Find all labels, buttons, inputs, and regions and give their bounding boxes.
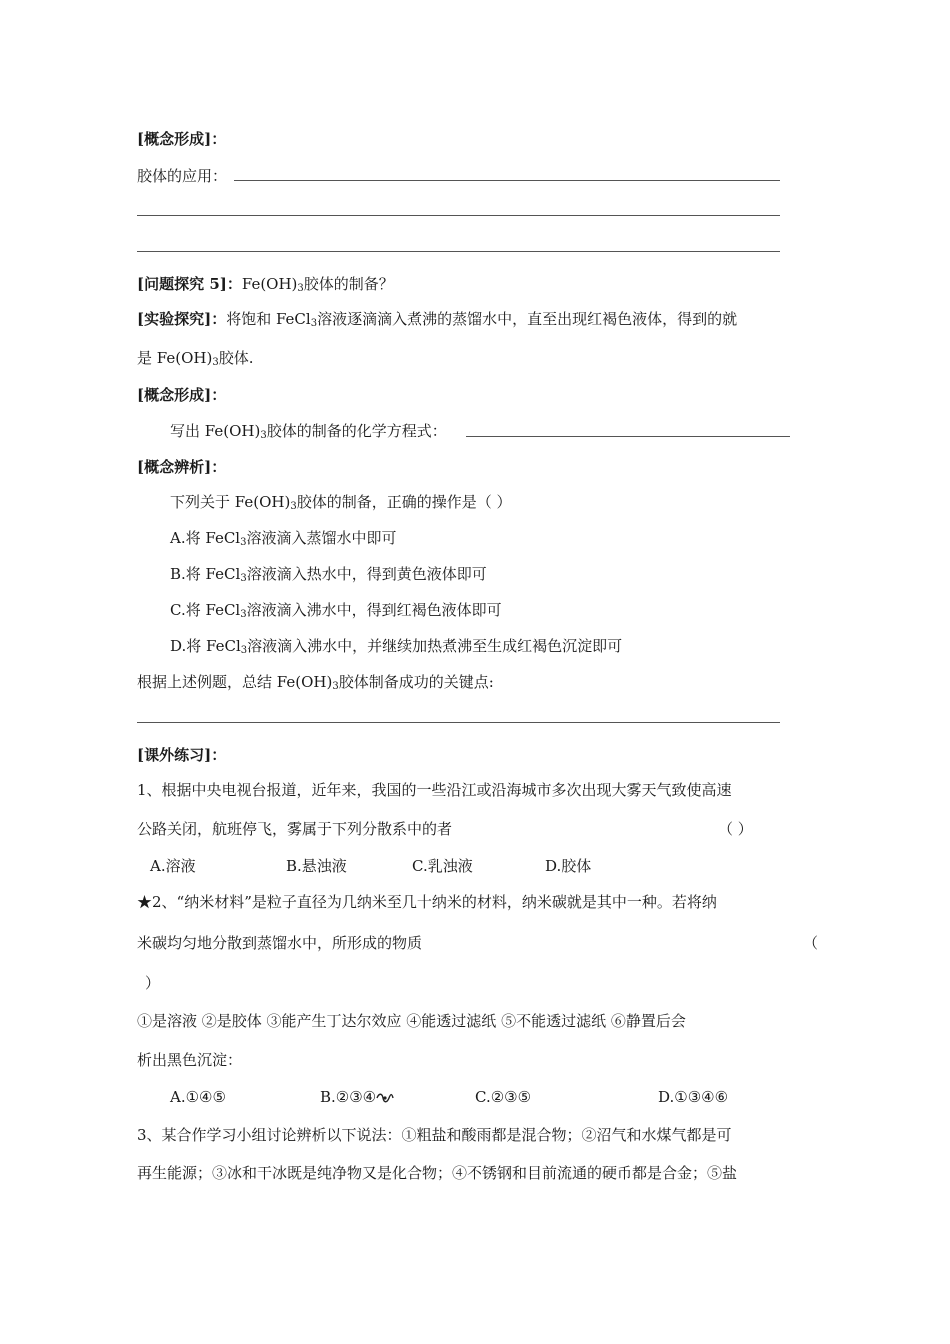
concept-formation-heading-1: [概念形成]： [137,130,227,148]
experiment-line1-pre: 将饱和 FeCl [226,310,311,328]
q2-option-c[interactable]: C.②③⑤ [475,1088,532,1106]
analysis-question-sub: 3 [290,501,297,512]
equation-prompt [170,421,447,441]
equation-post: 胶体的制备的化学方程式： [266,422,447,440]
analysis-question-pre: 下列关于 Fe(OH) [170,493,291,511]
option-c-post: 溶液滴入沸水中，得到红褐色液体即可 [246,601,502,619]
answer-line-2[interactable] [137,215,780,216]
option-c-sub: 3 [240,609,247,620]
summary-answer-line[interactable] [137,722,780,723]
equation-pre: 写出 Fe(OH) [170,422,261,440]
problem5-heading: [问题探究 5]： [137,275,242,293]
experiment-heading: [实验探究]： [137,310,227,328]
q3-line-2: 再生能源；③冰和干冰既是纯净物又是化合物；④不锈钢和目前流通的硬币都是合金；⑤盐 [137,1164,738,1182]
experiment-line-1 [137,309,737,329]
q2-paren-open[interactable]: （ [803,934,819,952]
option-b-pre: B.将 FeCl [170,565,241,583]
summary-sub: 3 [332,681,339,692]
option-c-pre: C.将 FeCl [170,601,241,619]
analysis-option-b[interactable] [170,564,487,584]
option-d-post: 溶液滴入沸水中，并继续加热煮沸至生成红褐色沉淀即可 [247,637,623,655]
option-d-sub: 3 [240,645,248,656]
answer-line-1[interactable] [234,180,780,181]
analysis-option-c[interactable] [170,600,502,620]
q1-option-c[interactable]: C.乳浊液 [412,857,473,875]
q2-paren-close[interactable]: ） [145,974,161,992]
q2-option-b[interactable] [320,1087,394,1107]
problem5-question-pre: Fe(OH) [241,275,298,293]
analysis-question-post: 胶体的制备，正确的操作是（ ） [296,493,512,511]
experiment-line1-post: 溶液逐滴滴入煮沸的蒸馏水中，直至出现红褐色液体，得到的就 [317,310,738,328]
q1-line-2: 公路关闭，航班停飞，雾属于下列分散系中的者 [137,820,453,838]
answer-line-3[interactable] [137,251,780,252]
experiment-line2-post: 胶体. [218,349,254,367]
q1-option-b[interactable]: B.悬浊液 [286,857,347,875]
q3-line-1: 3、某合作学习小组讨论辨析以下说法：①粗盐和酸雨都是混合物；②沼气和水煤气都是可 [137,1126,732,1144]
q1-answer-paren[interactable]: （ ） [718,820,753,838]
experiment-line-2 [137,348,253,368]
concept-formation-heading-2: [概念形成]： [137,386,227,404]
q2-statements-line-1: ①是溶液 ②是胶体 ③能产生丁达尔效应 ④能透过滤纸 ⑤不能透过滤纸 ⑥静置后会 [137,1012,686,1030]
q1-option-a[interactable]: A.溶液 [150,857,196,875]
summary-post: 胶体制备成功的关键点: [338,673,494,691]
experiment-line2-sub: 3 [212,357,219,368]
colloid-applications-label: 胶体的应用： [137,167,228,185]
q2-option-a[interactable]: A.①④⑤ [170,1088,226,1106]
analysis-summary [137,672,494,692]
q1-line-1: 1、根据中央电视台报道，近年来，我国的一些沿江或沿海城市多次出现大雾天气致使高速 [137,781,732,799]
problem5-line [137,274,394,294]
scribble-mark-icon [376,1092,394,1104]
q2-option-d[interactable]: D.①③④⑥ [658,1088,729,1106]
analysis-option-d[interactable] [170,636,622,656]
problem5-question-post: 胶体的制备？ [303,275,394,293]
q2-statements-line-2: 析出黑色沉淀： [137,1051,243,1069]
problem5-question-sub: 3 [297,283,304,294]
option-a-pre: A.将 FeCl [170,529,241,547]
option-b-sub: 3 [240,573,247,584]
option-a-post: 溶液滴入蒸馏水中即可 [246,529,397,547]
option-d-pre: D.将 FeCl [170,637,241,655]
q1-option-d[interactable]: D.胶体 [545,857,592,875]
summary-pre: 根据上述例题，总结 Fe(OH) [137,673,333,691]
experiment-line2-pre: 是 Fe(OH) [137,349,213,367]
option-b-post: 溶液滴入热水中，得到黄色液体即可 [246,565,487,583]
analysis-question [170,492,511,512]
equation-sub: 3 [260,430,267,441]
option-a-sub: 3 [240,537,247,548]
exercises-heading: [课外练习]： [137,746,227,764]
experiment-line1-sub: 3 [310,318,318,329]
equation-answer-line[interactable] [466,436,790,437]
q2-line-2: 米碳均匀地分散到蒸馏水中，所形成的物质 [137,934,423,952]
analysis-option-a[interactable] [170,528,397,548]
q2-line-1: ★2、“纳米材料”是粒子直径为几纳米至几十纳米的材料，纳米碳就是其中一种。若将纳 [137,893,717,911]
concept-analysis-heading: [概念辨析]： [137,458,227,476]
q2-option-b-text: B.②③④ [320,1088,377,1106]
